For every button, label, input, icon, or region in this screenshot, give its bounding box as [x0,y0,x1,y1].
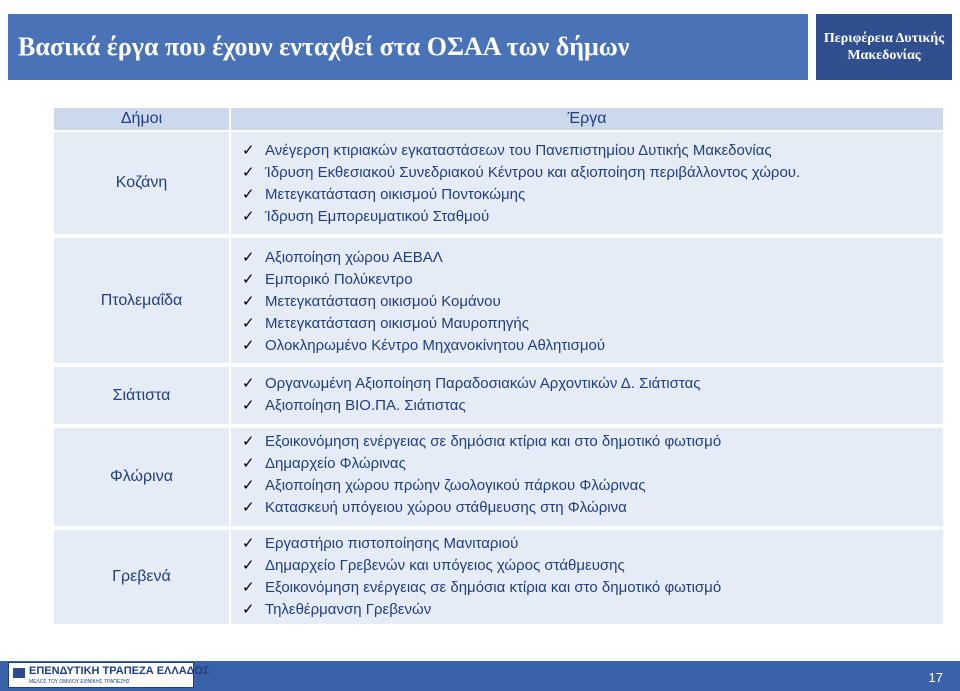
project-text: Εμπορικό Πολύκεντρο [265,271,413,288]
project-text: Αξιοποίηση χώρου ΑΕΒΑΛ [265,249,443,266]
municipality-name: Φλώρινα [110,468,173,485]
list-item [242,184,943,206]
region-label [816,14,952,80]
project-text: Ίδρυση Εκθεσιακού Συνεδριακού Κέντρου και αξιοποίηση περιβάλλοντος χώρου. [265,164,801,181]
list-item [242,291,943,313]
project-text: Τηλεθέρμανση Γρεβενών [265,601,432,618]
project-list [242,373,943,417]
list-item [242,431,943,453]
column-header-municipalities: Δήμοι [54,108,229,130]
list-item [242,140,943,162]
region-label-line2: Μακεδονίας [847,48,921,63]
logo-subtext: ΜΕΛΟΣ ΤΟΥ ΟΜΙΛΟΥ ΕΘΝΙΚΗΣ ΤΡΑΠΕΖΗΣ [29,679,130,685]
checkmark-icon: ✓ [242,186,255,203]
checkmark-icon: ✓ [242,271,255,288]
project-text: Ολοκληρωμένο Κέντρο Μηχανοκίνητου Αθλητισμού [265,337,606,354]
list-item [242,577,943,599]
checkmark-icon: ✓ [242,397,255,414]
checkmark-icon: ✓ [242,433,255,450]
list-item [242,555,943,577]
municipality-name: Κοζάνη [115,174,168,191]
bank-logo [8,662,210,688]
project-text: Μετεγκατάσταση οικισμού Ποντοκώμης [265,186,526,203]
project-text: Μετεγκατάσταση οικισμού Μαυροπηγής [265,315,529,332]
slide-title: Βασικά έργα που έχουν ενταχθεί στα ΟΣΑΑ των δήμων [18,32,630,61]
municipality-cell [54,238,229,363]
project-list [242,533,943,621]
list-item [242,335,943,357]
list-item [242,533,943,555]
municipality-name: Πτολεμαΐδα [100,291,183,309]
checkmark-icon: ✓ [242,208,255,225]
projects-cell [231,238,943,363]
checkmark-icon: ✓ [242,477,255,494]
list-item [242,247,943,269]
list-item [242,162,943,184]
checkmark-icon: ✓ [242,315,255,332]
checkmark-icon: ✓ [242,557,255,574]
project-text: Ίδρυση Εμπορευματικού Σταθμού [265,208,490,225]
project-text: Αξιοποίηση χώρου πρώην ζωολογικού πάρκου Φλώρινας [265,477,646,494]
list-item [242,269,943,291]
projects-cell [231,530,943,624]
project-text: Αξιοποίηση ΒΙΟ.ΠΑ. Σιάτιστας [265,397,466,414]
list-item [242,453,943,475]
logo-mark-icon [13,668,25,678]
municipality-name: Γρεβενά [112,568,171,585]
checkmark-icon: ✓ [242,293,255,310]
project-text: Εργαστήριο πιστοποίησης Μανιταριού [265,535,519,552]
project-text: Εξοικονόμηση ενέργειας σε δημόσια κτίρια και στο δημοτικό φωτισμό [265,579,722,596]
checkmark-icon: ✓ [242,601,255,618]
municipality-cell [54,132,229,234]
checkmark-icon: ✓ [242,375,255,392]
checkmark-icon: ✓ [242,249,255,266]
project-text: Εξοικονόμηση ενέργειας σε δημόσια κτίρια και στο δημοτικό φωτισμό [265,433,722,450]
checkmark-icon: ✓ [242,455,255,472]
checkmark-icon: ✓ [242,164,255,181]
checkmark-icon: ✓ [242,535,255,552]
list-item [242,206,943,228]
project-text: Μετεγκατάσταση οικισμού Κομάνου [265,293,501,310]
list-item [242,313,943,335]
municipality-name: Σιάτιστα [112,386,171,404]
project-list [242,431,943,519]
project-text: Ανέγερση κτιριακών εγκαταστάσεων του Πανεπιστημίου Δυτικής Μακεδονίας [265,142,772,159]
municipality-cell [54,367,229,424]
list-item [242,599,943,621]
list-item [242,497,943,519]
project-text: Δημαρχείο Γρεβενών και υπόγειος χώρος στάθμευσης [265,557,625,574]
page-number: 17 [928,670,943,685]
municipality-cell [54,428,229,526]
checkmark-icon: ✓ [242,337,255,354]
slide-header [8,14,808,80]
checkmark-icon: ✓ [242,499,255,516]
projects-cell [231,132,943,234]
projects-cell [231,428,943,526]
project-list [242,140,943,228]
checkmark-icon: ✓ [242,579,255,596]
checkmark-icon: ✓ [242,142,255,159]
column-header-projects: Έργα [231,108,943,130]
municipality-cell [54,530,229,624]
list-item [242,475,943,497]
project-list [242,247,943,357]
list-item [242,373,943,395]
logo-text: ΕΠΕΝΔΥΤΙΚΗ ΤΡΑΠΕΖΑ ΕΛΛΑΔΟΣ [29,665,210,677]
region-label-line1: Περιφέρεια Δυτικής [823,31,945,46]
list-item [242,395,943,417]
project-text: Οργανωμένη Αξιοποίηση Παραδοσιακών Αρχοντικών Δ. Σιάτιστας [265,375,701,392]
project-text: Κατασκευή υπόγειου χώρου στάθμευσης στη Φλώρινα [265,499,627,516]
project-text: Δημαρχείο Φλώρινας [265,455,406,472]
projects-cell [231,367,943,424]
